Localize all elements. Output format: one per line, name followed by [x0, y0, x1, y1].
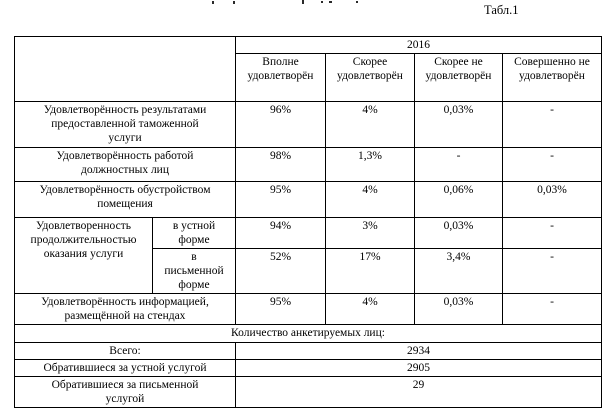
value-cell: 0,03% [503, 182, 602, 218]
value-cell: - [415, 148, 503, 182]
summary-label-cell: Всего: [15, 343, 236, 360]
value-cell: 96% [236, 102, 326, 148]
value-cell: 4% [326, 182, 415, 218]
row-label-cell: Удовлетворённость работой должностных лиц [15, 148, 236, 182]
value-cell: 3% [326, 218, 415, 249]
row-label-cell: Удовлетворённость обустройством помещения [15, 182, 236, 218]
value-cell: 3,4% [415, 249, 503, 294]
text-fragment [356, 1, 358, 3]
year-header-cell: 2016 [236, 37, 602, 54]
text-fragment [329, 1, 332, 3]
summary-value-cell: 2905 [236, 360, 602, 377]
column-header-completely-unsatisfied: Совершенно не удовлетворён [503, 54, 602, 102]
value-cell: 17% [326, 249, 415, 294]
value-cell: 95% [236, 182, 326, 218]
column-header-fully-satisfied: Вполне удовлетворён [236, 54, 326, 102]
corner-cell [15, 37, 236, 102]
text-fragment [233, 1, 235, 4]
summary-value-cell: 29 [236, 377, 602, 408]
column-header-rather-unsatisfied: Скорее не удовлетворён [415, 54, 503, 102]
row-label-cell: Удовлетворённость информацией, размещённой на стендах [15, 294, 236, 325]
row-label-cell: Удовлетворенность продолжительностью оказания услуги [15, 218, 153, 294]
sub-label-cell: в устной форме [153, 218, 236, 249]
text-fragment [302, 0, 304, 4]
value-cell: 95% [236, 294, 326, 325]
value-cell: - [503, 218, 602, 249]
value-cell: - [503, 294, 602, 325]
value-cell: - [503, 148, 602, 182]
value-cell: 0,03% [415, 102, 503, 148]
value-cell: 0,06% [415, 182, 503, 218]
satisfaction-table [14, 36, 602, 408]
text-fragment [321, 1, 323, 3]
row-label-cell: Удовлетворённость результатами предоставленной таможенной услуги [15, 102, 236, 148]
summary-section-header-cell: Количество анкетируемых лиц: [15, 325, 602, 343]
summary-label-cell: Обратившиеся за письменной услугой [15, 377, 236, 408]
value-cell: 94% [236, 218, 326, 249]
value-cell: - [503, 249, 602, 294]
column-header-rather-satisfied: Скорее удовлетворён [326, 54, 415, 102]
table-caption: Табл.1 [484, 3, 519, 17]
value-cell: 0,03% [415, 218, 503, 249]
value-cell: 52% [236, 249, 326, 294]
summary-label-cell: Обратившиеся за устной услугой [15, 360, 236, 377]
summary-value-cell: 2934 [236, 343, 602, 360]
value-cell: 0,03% [415, 294, 503, 325]
value-cell: 98% [236, 148, 326, 182]
value-cell: - [503, 102, 602, 148]
sub-label-cell: в письменной форме [153, 249, 236, 294]
text-fragment [212, 1, 214, 4]
value-cell: 4% [326, 102, 415, 148]
value-cell: 1,3% [326, 148, 415, 182]
value-cell: 4% [326, 294, 415, 325]
